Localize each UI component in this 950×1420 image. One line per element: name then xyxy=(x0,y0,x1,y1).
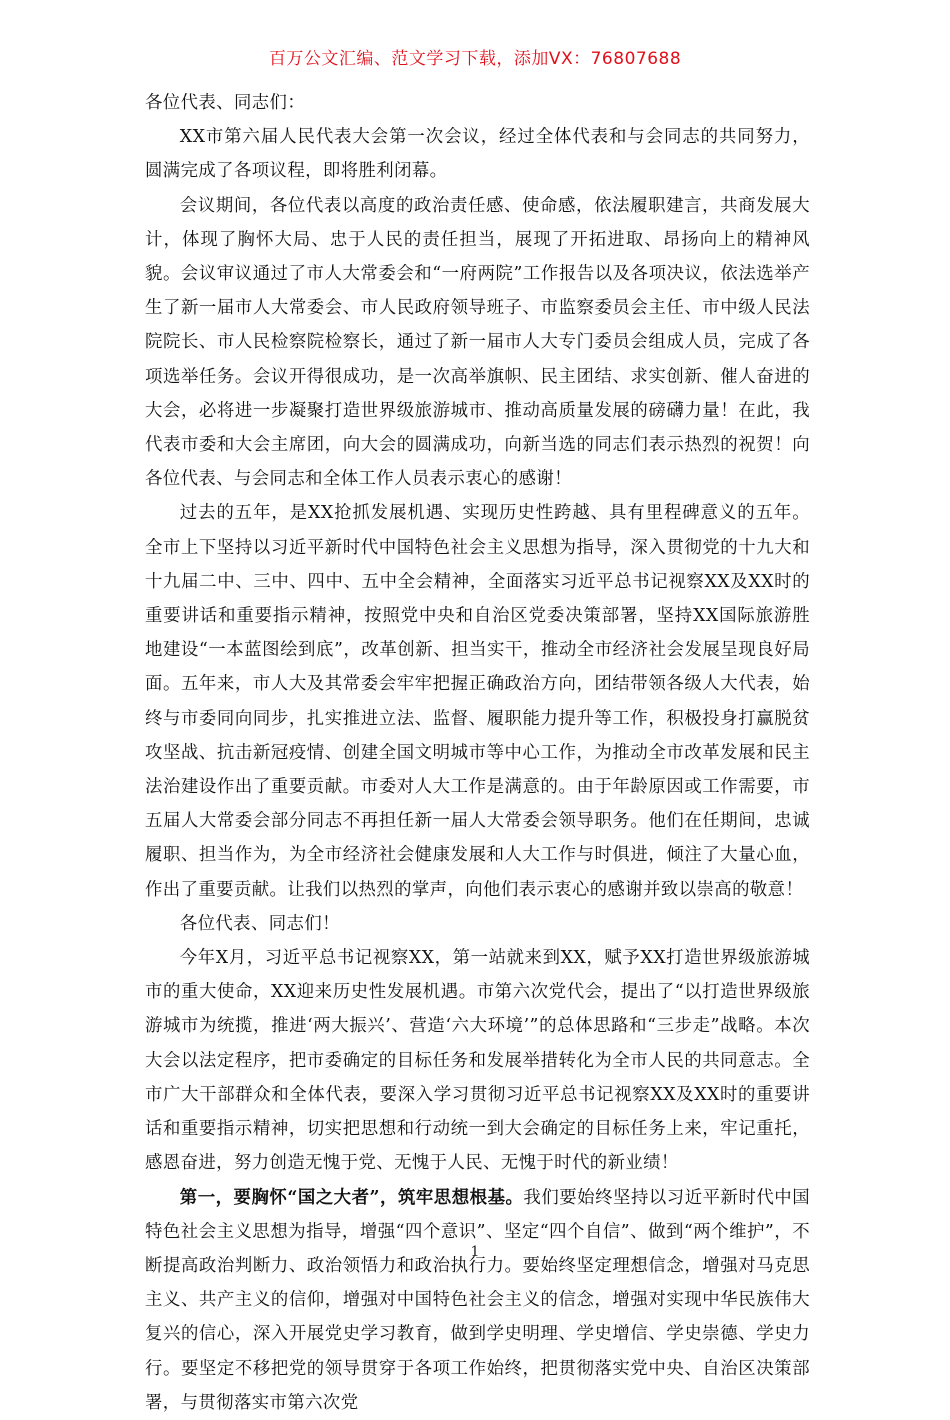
salutation: 各位代表、同志们： xyxy=(145,93,306,113)
paragraph-point-one xyxy=(145,1181,810,1420)
paragraph-closing-announcement: XX市第六届人民代表大会第一次会议，经过全体代表和与会同志的共同努力，圆满完成了各项议程，即将胜利闭幕。 xyxy=(145,127,810,182)
paragraph-five-years: 过去的五年，是XX抢抓发展机遇、实现历史性跨越、具有里程碑意义的五年。全市上下坚持以习近平新时代中国特色社会主义思想为指导，深入贯彻党的十九大和十九届二中、三中、四中、五中全会精神，全面落实习近平总书记视察XX及XX时的重要讲话和重要指示精神，按照党中央和自治区党委决策部署，坚持XX国际旅游胜地建设“一本蓝图绘到底”，改革创新、担当实干，推动全市经济社会发展呈现良好局面。五年来，市人大及其常委会牢牢把握正确政治方向，团结带领各级人大代表，始终与市委同向同步，扎实推进立法、监督、履职能力提升等工作，积极投身打赢脱贫攻坚战、抗击新冠疫情、创建全国文明城市等中心工作，为推动全市改革发展和民主法治建设作出了重要贡献。市委对人大工作是满意的。由于年龄原因或工作需要，市五届人大常委会部分同志不再担任新一届人大常委会领导职务。他们在任期间，忠诚履职、担当作为，为全市经济社会健康发展和人大工作与时俱进，倾注了大量心血，作出了重要贡献。让我们以热烈的掌声，向他们表示衷心的感谢并致以崇高的敬意！ xyxy=(145,503,810,900)
point-one-heading: 第一，要胸怀“国之大者”，筑牢思想根基。 xyxy=(179,1187,524,1208)
paragraph-this-year: 今年X月，习近平总书记视察XX，第一站就来到XX，赋予XX打造世界级旅游城市的重大使命，XX迎来历史性发展机遇。市第六次党代会，提出了“以打造世界级旅游城市为统揽，推进‘两大振兴’、营造‘六大环境’”的总体思路和“三步走”战略。本次大会以法定程序，把市委确定的目标任务和发展举措转化为全市人民的共同意志。全市广大干部群众和全体代表，要深入学习贯彻习近平总书记视察XX及XX时的重要讲话和重要指示精神，切实把思想和行动统一到大会确定的目标任务上来，牢记重托，感恩奋进，努力创造无愧于党、无愧于人民、无愧于时代的新业绩！ xyxy=(145,948,810,1174)
paragraph-meeting-review: 会议期间，各位代表以高度的政治责任感、使命感，依法履职建言，共商发展大计，体现了胸怀大局、忠于人民的责任担当，展现了开拓进取、昂扬向上的精神风貌。会议审议通过了市人大常委会和“一府两院”工作报告以及各项决议，依法选举产生了新一届市人大常委会、市人民政府领导班子、市监察委员会主任、市中级人民法院院长、市人民检察院检察长，通过了新一届市人大专门委员会组成人员，完成了各项选举任务。会议开得很成功，是一次高举旗帜、民主团结、求实创新、催人奋进的大会，必将进一步凝聚打造世界级旅游城市、推动高质量发展的磅礴力量！在此，我代表市委和大会主席团，向大会的圆满成功，向新当选的同志们表示热烈的祝贺！向各位代表、与会同志和全体工作人员表示衷心的感谢！ xyxy=(145,195,810,490)
page-number: 1 xyxy=(470,1244,480,1260)
point-one-body: 我们要始终坚持以习近平新时代中国特色社会主义思想为指导，增强“四个意识”、坚定“四个自信”、做到“两个维护”，不断提高政治判断力、政治领悟力和政治执行力。要始终坚定理想信念，增强对马克思主义、共产主义的信仰，增强对中国特色社会主义的信念，增强对实现中华民族伟大复兴的信心，深入开展党史学习教育，做到学史明理、学史增信、学史崇德、学史力行。要坚定不移把党的领导贯穿于各项工作始终，把贯彻落实党中央、自治区决策部署，与贯彻落实市第六次党 xyxy=(145,1187,811,1413)
document-body xyxy=(145,86,810,1420)
header-banner: 百万公文汇编、范文学习下载，添加VX：76807688 xyxy=(268,49,682,69)
salutation-repeat: 各位代表、同志们！ xyxy=(179,913,340,934)
